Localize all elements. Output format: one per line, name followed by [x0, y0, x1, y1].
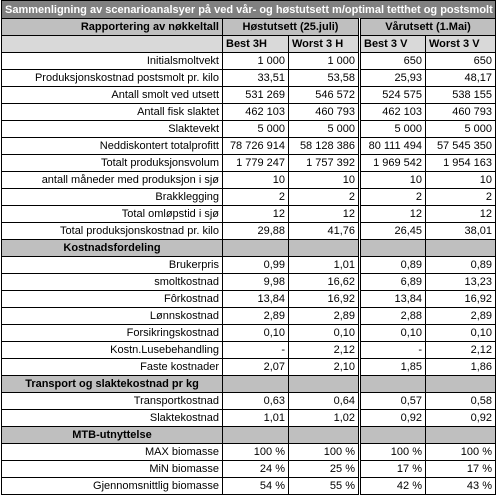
- row-label: Fôrkostnad: [2, 291, 223, 308]
- section-blank-cell: [223, 376, 289, 393]
- row-value-col-1: 2,07: [223, 359, 289, 376]
- row-label: Antall fisk slaktet: [2, 104, 223, 121]
- section-title: Kostnadsfordeling: [2, 240, 223, 257]
- row-value-col-4: 100 %: [426, 444, 496, 461]
- table-row: [2, 308, 496, 325]
- row-label: Produksjonskostnad postsmolt pr. kilo: [2, 70, 223, 87]
- table-row: [2, 461, 496, 478]
- table-title: Sammenligning av scenarioanalsyer på ved vår- og høstutsett m/optimal tetthet og postsmolt: [2, 1, 496, 19]
- row-value-col-2: 1 757 392: [289, 155, 360, 172]
- row-value-col-3: 2: [360, 189, 426, 206]
- section-blank-cell: [360, 427, 426, 444]
- row-value-col-4: 12: [426, 206, 496, 223]
- row-value-col-4: 13,23: [426, 274, 496, 291]
- row-value-col-2: 1,01: [289, 257, 360, 274]
- row-value-col-2: 53,58: [289, 70, 360, 87]
- row-value-col-4: 0,10: [426, 325, 496, 342]
- row-value-col-2: 546 572: [289, 87, 360, 104]
- row-label: Gjennomsnittlig biomasse: [2, 478, 223, 495]
- row-value-col-3: 80 111 494: [360, 138, 426, 155]
- row-label: Antall smolt ved utsett: [2, 87, 223, 104]
- header-col-worst-3v: Worst 3 V: [426, 36, 496, 53]
- comparison-table: [1, 0, 496, 495]
- row-label: Kostn.Lusebehandling: [2, 342, 223, 359]
- section-blank-cell: [223, 240, 289, 257]
- row-value-col-3: 524 575: [360, 87, 426, 104]
- header-col-best-3h: Best 3H: [223, 36, 289, 53]
- table-row: [2, 342, 496, 359]
- row-value-col-1: 1,01: [223, 410, 289, 427]
- column-header-row: [2, 36, 496, 53]
- row-value-col-1: 2,89: [223, 308, 289, 325]
- row-value-col-1: 2: [223, 189, 289, 206]
- row-value-col-1: 78 726 914: [223, 138, 289, 155]
- table-row: [2, 155, 496, 172]
- row-label: Transportkostnad: [2, 393, 223, 410]
- row-value-col-3: 0,89: [360, 257, 426, 274]
- row-label: Initialsmoltvekt: [2, 53, 223, 70]
- row-value-col-1: -: [223, 342, 289, 359]
- table-row: [2, 274, 496, 291]
- row-value-col-3: -: [360, 342, 426, 359]
- row-value-col-3: 1,85: [360, 359, 426, 376]
- row-value-col-3: 13,84: [360, 291, 426, 308]
- row-value-col-3: 12: [360, 206, 426, 223]
- table-row: [2, 410, 496, 427]
- table-row: [2, 257, 496, 274]
- row-value-col-2: 5 000: [289, 121, 360, 138]
- row-label: Total produksjonskostnad pr. kilo: [2, 223, 223, 240]
- row-value-col-2: 1,02: [289, 410, 360, 427]
- row-value-col-3: 10: [360, 172, 426, 189]
- header-col-best-3v: Best 3 V: [360, 36, 426, 53]
- row-value-col-4: 0,89: [426, 257, 496, 274]
- row-value-col-2: 100 %: [289, 444, 360, 461]
- row-value-col-3: 0,57: [360, 393, 426, 410]
- row-value-col-3: 0,10: [360, 325, 426, 342]
- row-value-col-2: 55 %: [289, 478, 360, 495]
- row-value-col-4: 57 545 350: [426, 138, 496, 155]
- header-col-worst-3h: Worst 3 H: [289, 36, 360, 53]
- row-value-col-3: 25,93: [360, 70, 426, 87]
- row-value-col-3: 2,88: [360, 308, 426, 325]
- row-value-col-2: 2,89: [289, 308, 360, 325]
- row-value-col-2: 12: [289, 206, 360, 223]
- table-row: [2, 444, 496, 461]
- header-group-autumn: Høstutsett (25.juli): [223, 19, 360, 36]
- table-row: [2, 478, 496, 495]
- row-label: Totalt produksjonsvolum: [2, 155, 223, 172]
- row-value-col-1: 54 %: [223, 478, 289, 495]
- row-label: Brukerpris: [2, 257, 223, 274]
- row-label: smoltkostnad: [2, 274, 223, 291]
- row-value-col-2: 25 %: [289, 461, 360, 478]
- row-label: Total omløpstid i sjø: [2, 206, 223, 223]
- section-blank-cell: [289, 376, 360, 393]
- table-row: [2, 70, 496, 87]
- section-blank-cell: [426, 427, 496, 444]
- row-value-col-3: 17 %: [360, 461, 426, 478]
- row-value-col-4: 0,58: [426, 393, 496, 410]
- table-row: [2, 393, 496, 410]
- row-label: Faste kostnader: [2, 359, 223, 376]
- table-row: [2, 291, 496, 308]
- table-row: [2, 223, 496, 240]
- row-value-col-4: 16,92: [426, 291, 496, 308]
- table-row: [2, 172, 496, 189]
- row-value-col-1: 12: [223, 206, 289, 223]
- header-label: Rapportering av nøkkeltall: [2, 19, 223, 36]
- section-blank-cell: [289, 427, 360, 444]
- row-value-col-1: 531 269: [223, 87, 289, 104]
- row-value-col-4: 2,89: [426, 308, 496, 325]
- row-value-col-2: 2: [289, 189, 360, 206]
- row-value-col-3: 100 %: [360, 444, 426, 461]
- title-row: [2, 1, 496, 19]
- row-value-col-3: 0,92: [360, 410, 426, 427]
- header-group-spring: Vårutsett (1.Mai): [360, 19, 496, 36]
- row-value-col-2: 10: [289, 172, 360, 189]
- row-value-col-3: 26,45: [360, 223, 426, 240]
- row-label: Forsikringskostnad: [2, 325, 223, 342]
- section-blank-cell: [360, 376, 426, 393]
- row-value-col-1: 462 103: [223, 104, 289, 121]
- row-label: Brakklegging: [2, 189, 223, 206]
- row-value-col-3: 42 %: [360, 478, 426, 495]
- row-value-col-4: 5 000: [426, 121, 496, 138]
- row-value-col-1: 0,99: [223, 257, 289, 274]
- row-value-col-4: 1,86: [426, 359, 496, 376]
- row-value-col-2: 2,12: [289, 342, 360, 359]
- section-blank-cell: [426, 240, 496, 257]
- row-value-col-4: 38,01: [426, 223, 496, 240]
- row-label: Slaktekostnad: [2, 410, 223, 427]
- row-value-col-3: 650: [360, 53, 426, 70]
- row-value-col-4: 2: [426, 189, 496, 206]
- row-label: MAX biomasse: [2, 444, 223, 461]
- row-value-col-2: 2,10: [289, 359, 360, 376]
- section-blank-cell: [360, 240, 426, 257]
- row-value-col-1: 5 000: [223, 121, 289, 138]
- row-value-col-1: 13,84: [223, 291, 289, 308]
- row-value-col-1: 1 779 247: [223, 155, 289, 172]
- row-value-col-1: 33,51: [223, 70, 289, 87]
- row-value-col-2: 41,76: [289, 223, 360, 240]
- section-header-row: [2, 240, 496, 257]
- row-value-col-2: 16,62: [289, 274, 360, 291]
- table-row: [2, 189, 496, 206]
- table-row: [2, 206, 496, 223]
- table-row: [2, 53, 496, 70]
- row-value-col-4: 43 %: [426, 478, 496, 495]
- row-label: Neddiskontert totalprofitt: [2, 138, 223, 155]
- row-label: Slaktevekt: [2, 121, 223, 138]
- row-value-col-3: 5 000: [360, 121, 426, 138]
- row-value-col-4: 10: [426, 172, 496, 189]
- section-blank-cell: [223, 427, 289, 444]
- row-value-col-2: 0,10: [289, 325, 360, 342]
- row-value-col-2: 58 128 386: [289, 138, 360, 155]
- row-value-col-1: 9,98: [223, 274, 289, 291]
- row-value-col-1: 24 %: [223, 461, 289, 478]
- row-value-col-4: 538 155: [426, 87, 496, 104]
- row-value-col-4: 2,12: [426, 342, 496, 359]
- group-header-row: [2, 19, 496, 36]
- table-row: [2, 325, 496, 342]
- section-blank-cell: [426, 376, 496, 393]
- row-value-col-1: 0,63: [223, 393, 289, 410]
- table-row: [2, 104, 496, 121]
- table-row: [2, 138, 496, 155]
- row-value-col-1: 29,88: [223, 223, 289, 240]
- header-blank: [2, 36, 223, 53]
- row-value-col-4: 48,17: [426, 70, 496, 87]
- row-value-col-1: 10: [223, 172, 289, 189]
- row-value-col-3: 1 969 542: [360, 155, 426, 172]
- row-value-col-4: 460 793: [426, 104, 496, 121]
- section-title: Transport og slaktekostnad pr kg: [2, 376, 223, 393]
- section-title: MTB-utnyttelse: [2, 427, 223, 444]
- row-value-col-4: 1 954 163: [426, 155, 496, 172]
- row-value-col-2: 16,92: [289, 291, 360, 308]
- row-value-col-1: 0,10: [223, 325, 289, 342]
- section-header-row: [2, 376, 496, 393]
- table-row: [2, 359, 496, 376]
- table-row: [2, 121, 496, 138]
- section-blank-cell: [289, 240, 360, 257]
- row-value-col-4: 17 %: [426, 461, 496, 478]
- row-value-col-1: 100 %: [223, 444, 289, 461]
- table-row: [2, 87, 496, 104]
- row-value-col-1: 1 000: [223, 53, 289, 70]
- row-value-col-3: 462 103: [360, 104, 426, 121]
- row-value-col-2: 1 000: [289, 53, 360, 70]
- row-label: Lønnskostnad: [2, 308, 223, 325]
- row-label: MiN biomasse: [2, 461, 223, 478]
- row-value-col-2: 0,64: [289, 393, 360, 410]
- row-value-col-2: 460 793: [289, 104, 360, 121]
- row-value-col-4: 0,92: [426, 410, 496, 427]
- row-value-col-4: 650: [426, 53, 496, 70]
- row-label: antall måneder med produksjon i sjø: [2, 172, 223, 189]
- section-header-row: [2, 427, 496, 444]
- row-value-col-3: 6,89: [360, 274, 426, 291]
